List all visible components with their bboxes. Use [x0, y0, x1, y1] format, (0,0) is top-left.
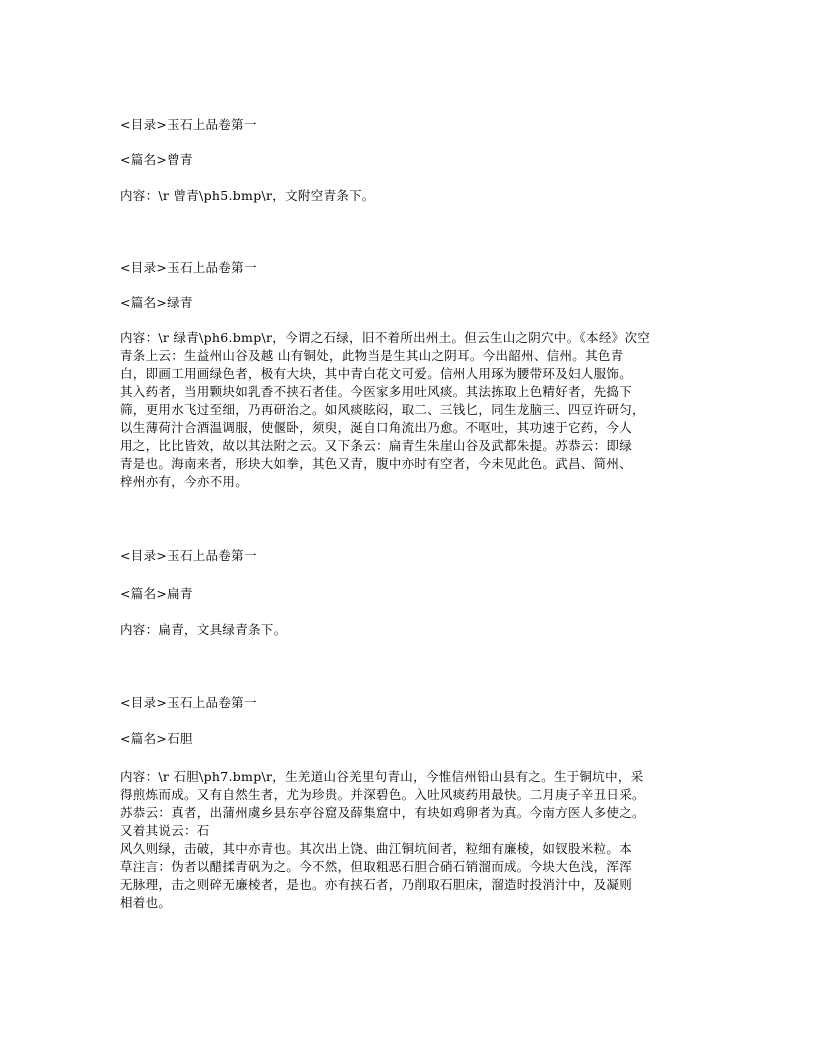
catalog-line: <目录>玉石上品卷第一: [120, 260, 257, 275]
content-line: 白，即画工用画绿色者，极有大块，其中青白花文可爱。信州人用琢为腰带环及妇人服饰。: [120, 366, 633, 381]
catalog-line: <目录>玉石上品卷第一: [120, 695, 257, 710]
content-line: 内容：扁青，文具绿青条下。: [120, 622, 287, 637]
content-line: 用之，比比皆效，故以其法附之云。又下条云：扁青生朱崖山谷及武都朱提。苏恭云：即绿: [120, 438, 633, 453]
content-line: 苏恭云：真者，出蒲州虞乡县东亭谷窟及薛集窟中，有块如鸡卵者为真。今南方医人多使之。: [120, 805, 645, 820]
title-line: <篇名>绿青: [120, 295, 193, 310]
content-block: [120, 768, 645, 912]
content-line: 内容：\r 石胆\ph7.bmp\r，生羌道山谷羌里句青山，今惟信州铅山县有之。生于铜坑中，采: [120, 769, 644, 784]
content-line: 青是也。海南来者，形块大如拳，其色又青，腹中亦时有空者，今未见此色。武昌、简州、: [120, 456, 633, 471]
content-line: 无脉理，击之则碎无廉棱者，是也。亦有挟石者，乃削取石胆床，溜造时投消汁中，及凝则: [120, 877, 633, 892]
content-line: 青条上云：生益州山谷及越 山有铜处，此物当是生其山之阴耳。今出韶州、信州。其色青: [120, 348, 624, 363]
content-line: 其入药者，当用颗块如乳香不挟石者佳。今医家多用吐风痰。其法拣取上色精好者，先捣下: [120, 384, 633, 399]
content-block: [120, 187, 375, 205]
title-line: <篇名>曾青: [120, 152, 193, 167]
content-line: 以生薄荷汁合酒温调服，使偃卧，须臾，涎自口角流出乃愈。不呕吐，其功速于它药，今人: [120, 420, 633, 435]
content-line: 相着也。: [120, 895, 172, 910]
content-line: 内容：\r 曾青\ph5.bmp\r，文附空青条下。: [120, 188, 375, 203]
content-block: [120, 621, 286, 639]
content-line: 得煎炼而成。又有自然生者，尤为珍贵。并深碧色。入吐风痰药用最快。二月庚子辛丑日采。: [120, 787, 645, 802]
content-line: 筛，更用水飞过至细，乃再研治之。如风痰眩闷，取二、三钱匕，同生龙脑三、四豆许研匀，: [120, 402, 645, 417]
title-line: <篇名>石胆: [120, 731, 193, 746]
catalog-line: <目录>玉石上品卷第一: [120, 548, 257, 563]
content-line: 草注言：伪者以醋揉青矾为之。今不然，但取粗恶石胆合硝石销溜而成。今块大色浅，浑浑: [120, 859, 633, 874]
content-line: 又着其说云：石: [120, 823, 210, 838]
content-block: [120, 329, 650, 491]
content-line: 梓州亦有，今亦不用。: [120, 474, 249, 489]
content-line: 风久则绿，击破，其中亦青也。其次出上饶、曲江铜坑间者，粒细有廉棱，如钗股米粒。本: [120, 841, 633, 856]
catalog-line: <目录>玉石上品卷第一: [120, 117, 257, 132]
content-line: 内容：\r 绿青\ph6.bmp\r，今谓之石绿，旧不着所出州土。但云生山之阴穴中。《本经》次空: [120, 330, 651, 345]
title-line: <篇名>扁青: [120, 586, 193, 601]
